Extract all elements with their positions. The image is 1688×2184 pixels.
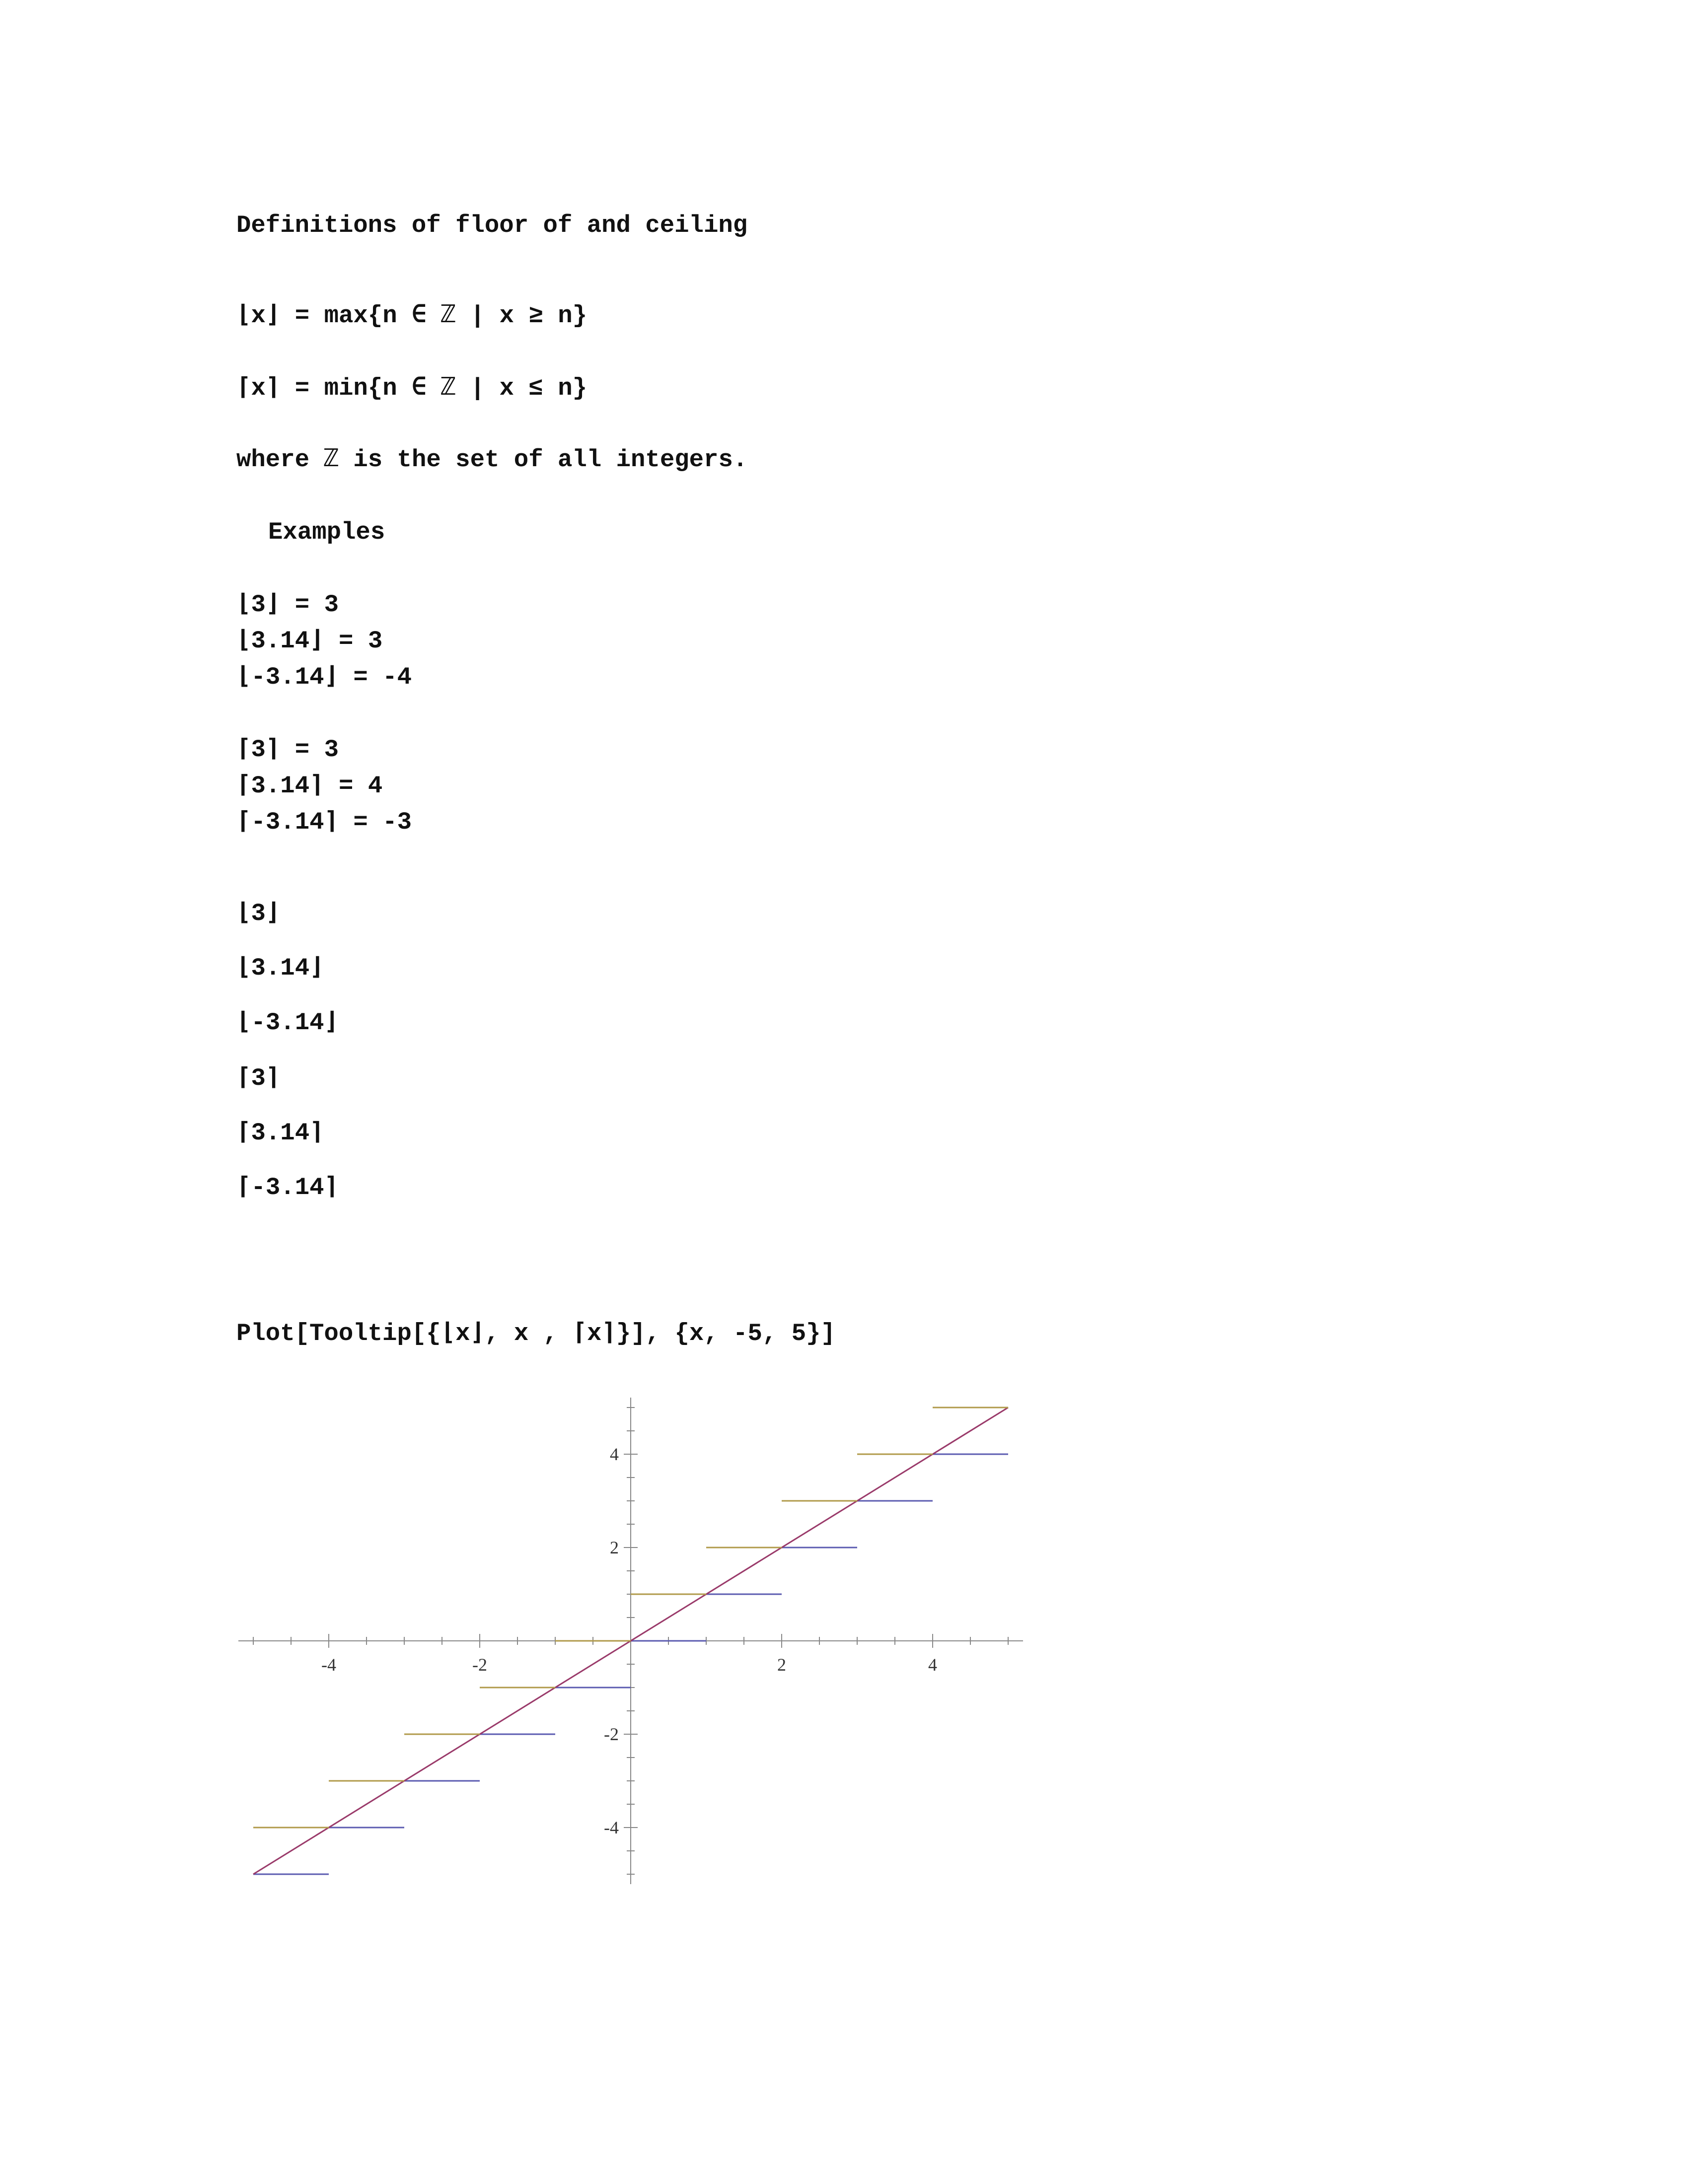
y-tick-label: 4 bbox=[610, 1444, 619, 1464]
input-floor-neg-3-14: ⌊-3.14⌋ bbox=[236, 1009, 339, 1037]
input-ceiling-3: ⌈3⌉ bbox=[236, 1064, 281, 1092]
floor-example-3: ⌊-3.14⌋ = -4 bbox=[236, 663, 412, 691]
x-tick-label: -4 bbox=[321, 1655, 336, 1675]
ceiling-example-1: ⌈3⌉ = 3 bbox=[236, 736, 339, 764]
x-tick-label: 2 bbox=[777, 1655, 786, 1675]
floor-definition: ⌊x⌋ = max{n ∈ ℤ | x ≥ n} bbox=[236, 302, 587, 330]
input-ceiling-neg-3-14: ⌈-3.14⌉ bbox=[236, 1174, 339, 1201]
x-tick-label: 4 bbox=[928, 1655, 937, 1675]
integers-note: where ℤ is the set of all integers. bbox=[236, 446, 748, 474]
input-floor-3-14: ⌊3.14⌋ bbox=[236, 954, 324, 982]
y-tick-label: -4 bbox=[604, 1818, 619, 1837]
input-ceiling-3-14: ⌈3.14⌉ bbox=[236, 1119, 324, 1147]
y-tick-label: 2 bbox=[610, 1538, 619, 1557]
plot-command: Plot[Tooltip[{⌊x⌋, x , ⌈x⌉}], {x, -5, 5}] bbox=[236, 1320, 835, 1347]
floor-example-1: ⌊3⌋ = 3 bbox=[236, 591, 339, 619]
examples-heading: Examples bbox=[268, 518, 385, 546]
ceiling-definition: ⌈x⌉ = min{n ∈ ℤ | x ≤ n} bbox=[236, 374, 587, 402]
ceiling-example-3: ⌈-3.14⌉ = -3 bbox=[236, 808, 412, 836]
definitions-heading: Definitions of floor of and ceiling bbox=[236, 211, 748, 239]
x-tick-label: -2 bbox=[472, 1655, 487, 1675]
floor-example-2: ⌊3.14⌋ = 3 bbox=[236, 627, 383, 655]
ceiling-example-2: ⌈3.14⌉ = 4 bbox=[236, 772, 383, 800]
y-tick-label: -2 bbox=[604, 1724, 619, 1744]
input-floor-3: ⌊3⌋ bbox=[236, 900, 281, 927]
